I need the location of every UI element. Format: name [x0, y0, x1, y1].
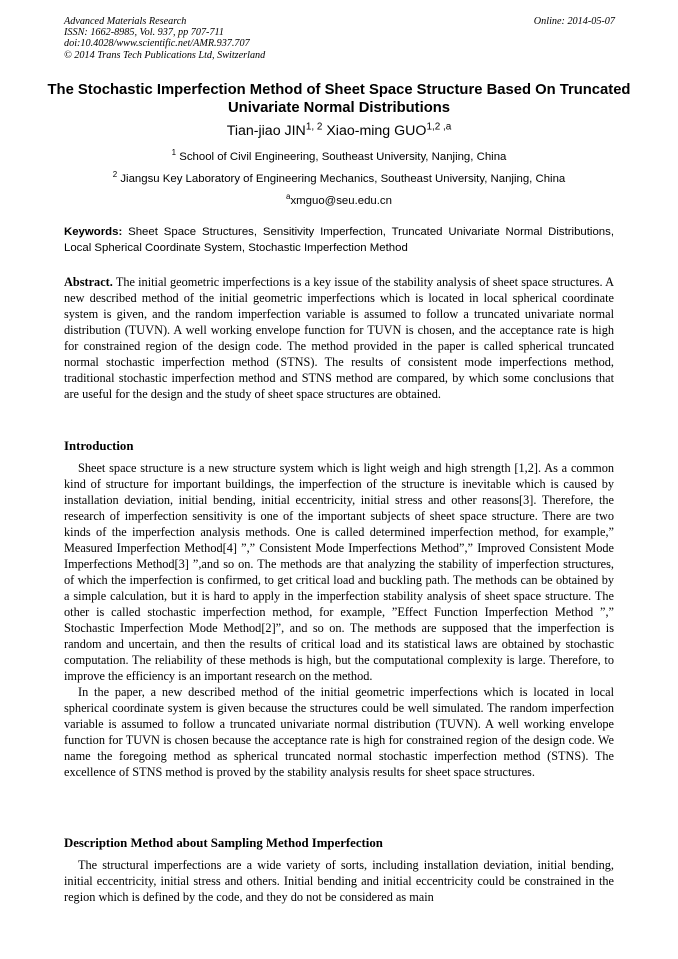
author-name: Xiao-ming GUO	[326, 123, 427, 139]
paragraph: Sheet space structure is a new structure system which is light weigh and high strength [1,2]. As a common kind of structure for important buildings, the imperfection of the structure is inevitable which is caused by installation deviation, initial bending, initial eccentricity, initial stress and other reasons[3]. Therefore, the research of imperfection sensitivity is one of the important subjects of sheet space structure. There are two kinds of the imperfection analysis methods. One is called determined imperfection method, for example,” Measured Imperfection Method[4] ”,” Consistent Mode Imperfections Method”,” Improved Consistent Mode Imperfections Method[3] ”,and so on. The methods are that analyzing the stability of imperfection structures, of which the imperfection is confirmed, to get critical load and buckling path. The methods can be obtained by a simple calculation, but it is hard to apply in the imperfection stability analysis of sheet space structure. The other is called stochastic imperfection method, for example, ”Effect Function Imperfection Method ”,” Stochastic Imperfection Mode Method[2]”, and so on. The methods are supposed that the imperfection is random and uncertain, and then the results of critical load and its statistical laws are obtained by stochastic computation. The reliability of these methods is high, but the computational complexity is large. Therefore, to improve the efficiency is an important research on the method.	[64, 461, 614, 683]
affiliation-mark: 2	[112, 170, 118, 180]
paper-title: The Stochastic Imperfection Method of Sheet Space Structure Based On Truncated Univariate Normal Distributions	[47, 82, 631, 116]
section-heading-introduction: Introduction	[64, 439, 134, 453]
affiliation-text: Jiangsu Key Laboratory of Engineering Mechanics, Southeast University, Nanjing, China	[120, 173, 566, 185]
email-mark: a	[286, 192, 291, 202]
journal-header	[64, 16, 265, 61]
introduction-body	[64, 460, 614, 780]
email-text: xmguo@seu.edu.cn	[290, 195, 392, 207]
section-heading-description: Description Method about Sampling Method Imperfection	[64, 836, 383, 850]
doi-line: doi:10.4028/www.scientific.net/AMR.937.707	[64, 38, 250, 50]
affiliation-text: School of Civil Engineering, Southeast University, Nanjing, China	[179, 151, 507, 163]
copyright-line: © 2014 Trans Tech Publications Ltd, Switzerland	[64, 49, 266, 61]
abstract-text: The initial geometric imperfections is a key issue of the stability analysis of sheet space structures. A new described method of the initial geometric imperfections which is located in local spherical coordinate system is given, and the random imperfection variable is assumed to follow a truncated univariate normal distribution (TUVN). A well working envelope function for TUVN is chosen, and the acceptance rate is high for constrained region of the design code. The method provided in the paper is called spherical truncated normal stochastic imperfection method (STNS). The results of consistent mode imperfections method, traditional stochastic imperfection method and STNS method are compared, by which some conclusions that are useful for the design and the study of sheet space structures are obtained.	[64, 275, 614, 401]
author-affiliation-mark: 1,2 ,a	[426, 121, 452, 133]
affiliation-mark: 1	[171, 148, 177, 158]
keywords-label: Keywords:	[64, 226, 123, 238]
author-line	[40, 123, 638, 140]
author-name: Tian-jiao JIN	[226, 123, 306, 139]
keywords	[64, 224, 614, 256]
affiliation-2	[30, 172, 648, 186]
online-date: Online: 2014-05-07	[533, 16, 615, 27]
abstract	[64, 274, 614, 402]
paragraph: The structural imperfections are a wide variety of sorts, including installation deviation, initial bending, initial eccentricity, initial stress and others. Initial bending and initial eccentricity could be constrained in the region which is defined by the code, and they do not be considered as main	[64, 858, 614, 904]
abstract-label: Abstract.	[64, 275, 113, 289]
paragraph: In the paper, a new described method of the initial geometric imperfections which is located in local spherical coordinate system is given because the structures could be well simulated. The random imperfection variable is assumed to follow a truncated univariate normal distribution (TUVN). A well working envelope function for TUVN is chosen because the acceptance rate is high for constrained region of the design code. We name the foregoing method as spherical truncated normal stochastic imperfection method (STNS). The excellence of STNS method is proved by the stability analysis results for sheet space structures.	[64, 685, 614, 779]
issn-line: ISSN: 1662-8985, Vol. 937, pp 707-711	[64, 27, 224, 39]
affiliation-1	[30, 150, 648, 164]
journal-name: Advanced Materials Research	[64, 16, 187, 27]
author-email	[30, 194, 648, 208]
keywords-text: Sheet Space Structures, Sensitivity Imperfection, Truncated Univariate Normal Distributions, Local Spherical Coordinate System, Stochastic Imperfection Method	[64, 226, 614, 254]
author-affiliation-mark: 1, 2	[305, 121, 323, 133]
description-body	[64, 857, 614, 905]
